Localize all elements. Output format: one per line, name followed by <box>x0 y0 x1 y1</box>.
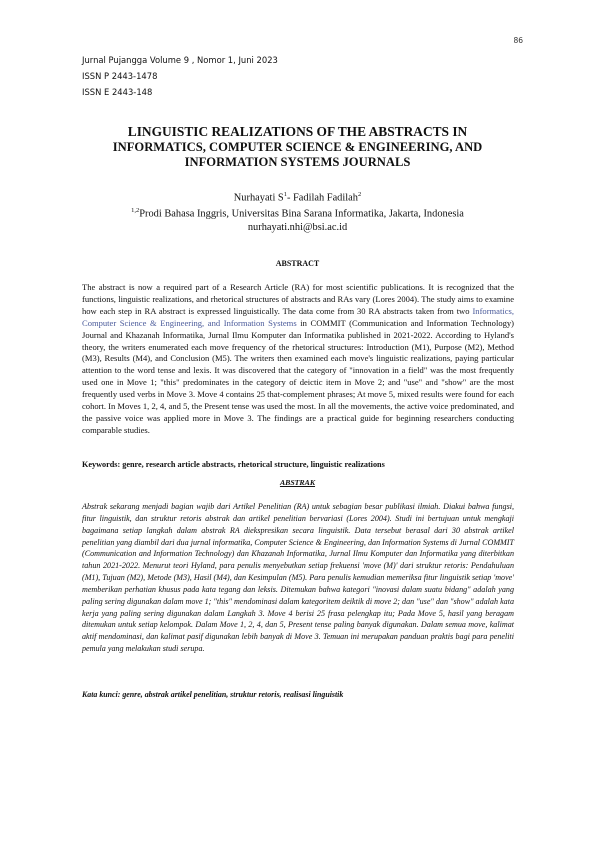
affiliation-sup: 1,2 <box>131 207 140 215</box>
author-1: Nurhayati S <box>233 192 284 204</box>
title-line-1: LINGUISTIC REALIZATIONS OF THE ABSTRACTS IN <box>127 124 468 139</box>
keywords: Keywords: genre, research article abstracts, rhetorical structure, linguistic realizations <box>82 460 385 469</box>
title-line-3: INFORMATION SYSTEMS JOURNALS <box>184 154 411 169</box>
issn-print: ISSN P 2443-1478 <box>82 71 158 81</box>
abstrak-heading: ABSTRAK <box>279 478 316 487</box>
abstract-heading: ABSTRACT <box>275 259 320 268</box>
author-separator: - Fadilah Fadilah <box>286 192 358 204</box>
issn-electronic: ISSN E 2443-148 <box>82 87 153 97</box>
abstract-text-1: The abstract is now a required part of a Research Article (RA) for most scientific publications. It is recognized that the functions, linguistic realizations, and rhetorical structures of abstracts and RAs vary (Lores 2004). The study aims to examine how each step in RA abstract is expressed linguistically. The data come from 30 RA abstracts taken from two <box>82 282 514 316</box>
abstract-body <box>82 282 514 437</box>
author-1-sup: 1 <box>283 191 287 198</box>
journal-name: Jurnal Pujangga Volume 9 , Nomor 1, Juni 2023 <box>82 55 278 65</box>
affiliation-line <box>60 204 535 220</box>
title-line-2: INFORMATICS, COMPUTER SCIENCE & ENGINEERING, AND <box>112 139 483 154</box>
kata-kunci: Kata kunci: genre, abstrak artikel penelitian, struktur retoris, realisasi linguistik <box>82 690 344 699</box>
paper-title <box>60 125 535 169</box>
author-email: nurhayati.nhi@bsi.ac.id <box>247 221 348 233</box>
author-names <box>60 188 535 204</box>
author-block <box>60 188 535 234</box>
journal-header <box>82 52 278 100</box>
page-number: 86 <box>513 36 523 45</box>
author-2-sup: 2 <box>357 191 362 198</box>
abstract-text-2: in COMMIT (Communication and Information Technology) Journal and Khazanah Informatika, Jurnal Ilmu Komputer dan Informatika published in 2021-2022. According to Hyland's theory, the writers enumerated each move frequency of the rhetorical structures: Introduction (M1), Purpose (M2), Method (M3), Results (M4), and Conclusion (M5). The writers then examined each move's linguistic realizations, paying particular attention to the word tense and lexis. It was discovered that the category of "innovation in a field" was the most frequently used one in Move 1; "this" predominates in the category of deictic item in Move 2; and "use" and "show" are the most frequently used verbs in Move 3. Move 4 contains 25 that-complement phrases; At move 5, mixed results were found for each cohort. In Moves 1, 2, 4, and 5, the Present tense was used the most. In all the movements, the active voice predominated, and the passive voice was applied more in Move 3. The findings are a practical guide for beginning researchers conducting comparable studies. <box>82 317 514 435</box>
affiliation: Prodi Bahasa Inggris, Universitas Bina Sarana Informatika, Jakarta, Indonesia <box>139 208 464 220</box>
abstract-text-highlight: Informatics, Computer Science & Engineering, and Information Systems <box>82 305 514 328</box>
abstrak-body: Abstrak sekarang menjadi bagian wajib dari Artikel Penelitian (RA) untuk sebagian besar publikasi ilmiah. Diakui bahwa fungsi, fitur linguistik, dan struktur retoris abstrak dan artikel penelitian bervariasi (Lores 2004). Studi ini bertujuan untuk mengkaji bagaimana setiap langkah dalam abstrak RA diekspresikan secara linguistik. Data tersebut berasal dari 30 abstrak artikel penelitian yang diambil dari dua jurnal informatika, Computer Science & Engineering, dan Information Systems di Jurnal COMMIT (Communication and Information Technology) dan Khazanah Informatika, Jurnal Ilmu Komputer dan Informatika yang diterbitkan tahun 2021-2022. Menurut teori Hyland, para penulis menyebutkan setiap frekuensi 'move (M)' dari struktur retoris: Pendahuluan (M1), Tujuan (M2), Metode (M3), Hasil (M4), dan Kesimpulan (M5). Para penulis kemudian memeriksa fitur linguistik setiap 'move' memberikan perhatian khusus pada kata tegang dan leksis. Ditemukan bahwa kategori "inovasi dalam suatu bidang" adalah yang paling sering digunakan dalam move 1; "this" mendominasi dalam kategoritem deiktik di move 2; dan "use" dan "show" adalah kata kerja yang paling sering digunakan dalam Langkah 3. Move 4 berisi 25 frasa pelengkap itu; Pada Move 5, hasil yang beragam ditemukan untuk setiap kelompok. Dalam Move 1, 2, 4, dan 5, Present tense paling banyak digunakan. Dalam semua move, kalimat aktif mendominasi, dan kalimat pasif digunakan lebih banyak di Move 3. Temuan ini merupakan panduan praktis bagi para peneliti pemula yang melakukan studi serupa. <box>82 502 514 654</box>
